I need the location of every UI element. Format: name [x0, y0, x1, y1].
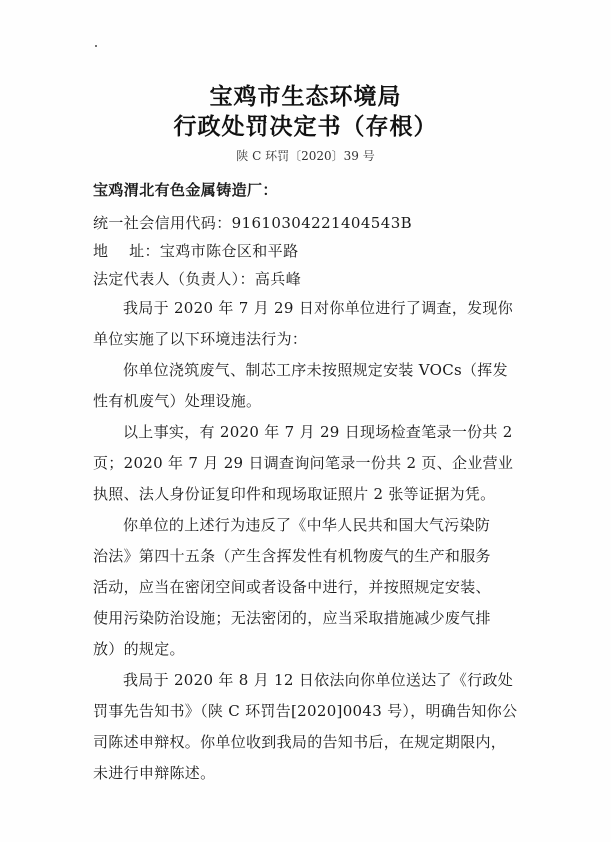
credit-code: 统一社会信用代码：91610304221404543B	[93, 214, 413, 232]
paragraph-5-line-2: 罚事先告知书》（陕 C 环罚告[2020]0043 号），明确告知你公	[93, 702, 518, 720]
paragraph-2-line-2: 性有机废气）处理设施。	[93, 392, 262, 410]
paragraph-3-line-1: 以上事实，有 2020 年 7 月 29 日现场检查笔录一份共 2	[123, 423, 513, 441]
paragraph-4-line-2: 治法》第四十五条（产生含挥发性有机物废气的生产和服务	[93, 547, 491, 565]
document-title-line2: 行政处罚决定书（存根）	[173, 114, 438, 140]
paragraph-4-line-3: 活动，应当在密闭空间或者设备中进行，并按照规定安装、	[93, 578, 491, 596]
paragraph-4-line-5: 放）的规定。	[93, 640, 185, 658]
document-number: 陕 C 环罚〔2020〕39 号	[236, 149, 375, 163]
address: 地 址：宝鸡市陈仓区和平路	[93, 242, 299, 260]
paragraph-5-line-1: 我局于 2020 年 8 月 12 日依法向你单位送达了《行政处	[123, 671, 514, 689]
paragraph-3-line-2: 页；2020 年 7 月 29 日调查询问笔录一份共 2 页、企业营业	[93, 454, 514, 472]
paragraph-3-line-3: 执照、法人身份证复印件和现场取证照片 2 张等证据为凭。	[93, 485, 496, 503]
recipient-name: 宝鸡渭北有色金属铸造厂：	[93, 181, 278, 199]
paragraph-2-line-1: 你单位浇筑废气、制芯工序未按照规定安装 VOCs（挥发	[123, 361, 508, 379]
paragraph-4-line-1: 你单位的上述行为违反了《中华人民共和国大气污染防	[123, 516, 491, 534]
paragraph-1-line-1: 我局于 2020 年 7 月 29 日对你单位进行了调查，发现你	[123, 299, 514, 317]
legal-representative: 法定代表人（负责人）：高兵峰	[93, 270, 302, 288]
paragraph-5-line-3: 司陈述申辩权。你单位收到我局的告知书后，在规定期限内，	[93, 733, 507, 751]
paragraph-4-line-4: 使用污染防治设施；无法密闭的，应当采取措施减少废气排	[93, 609, 491, 627]
paragraph-1-line-2: 单位实施了以下环境违法行为：	[93, 330, 308, 348]
document-title-line1: 宝鸡市生态环境局	[209, 84, 402, 110]
paragraph-5-line-4: 未进行申辩陈述。	[93, 764, 216, 782]
scan-speck	[95, 45, 97, 47]
